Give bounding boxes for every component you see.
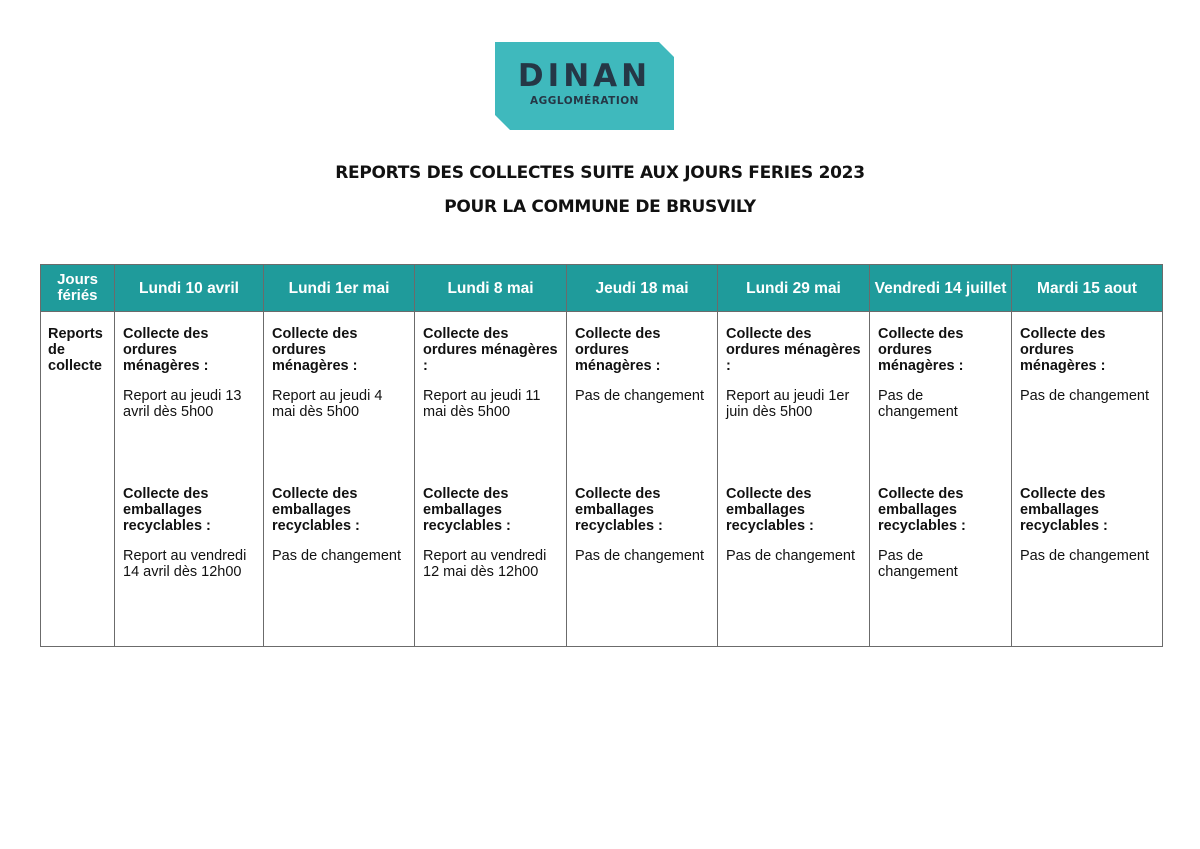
ordures-value: Report au jeudi 11 mai dès 5h00 <box>423 388 541 420</box>
holiday-header: Lundi 1er mai <box>264 265 415 312</box>
emballages-block <box>878 486 1003 646</box>
emballages-label: Collecte des emballages recyclables : <box>878 486 966 534</box>
holiday-header: Vendredi 14 juillet <box>870 265 1012 312</box>
table-row <box>41 312 1163 647</box>
ordures-block <box>272 326 406 486</box>
ordures-block <box>423 326 558 486</box>
ordures-block <box>878 326 1003 486</box>
ordures-block <box>726 326 861 486</box>
holiday-header: Jeudi 18 mai <box>567 265 718 312</box>
table-cell <box>567 312 718 647</box>
emballages-label: Collecte des emballages recyclables : <box>575 486 663 534</box>
holiday-header: Lundi 8 mai <box>415 265 567 312</box>
ordures-block <box>123 326 255 486</box>
ordures-label: Collecte des ordures ménagères : <box>878 326 964 374</box>
emballages-block <box>272 486 406 646</box>
emballages-value: Pas de changement <box>575 548 704 564</box>
table-cell <box>718 312 870 647</box>
dinan-agglomeration-logo <box>495 42 674 130</box>
table-cell <box>115 312 264 647</box>
ordures-block <box>575 326 709 486</box>
emballages-block <box>726 486 861 646</box>
emballages-value: Pas de changement <box>272 548 401 564</box>
emballages-value: Pas de changement <box>726 548 855 564</box>
logo-text-main: DINAN <box>517 58 652 94</box>
emballages-label: Collecte des emballages recyclables : <box>423 486 511 534</box>
document-title: REPORTS DES COLLECTES SUITE AUX JOURS FERIES 2023 <box>335 163 865 183</box>
holiday-header: Lundi 10 avril <box>115 265 264 312</box>
ordures-label: Collecte des ordures ménagères : <box>575 326 661 374</box>
ordures-label: Collecte des ordures ménagères : <box>272 326 358 374</box>
ordures-value: Pas de changement <box>575 388 704 404</box>
table-cell <box>870 312 1012 647</box>
ordures-label: Collecte des ordures ménagères : <box>1020 326 1106 374</box>
table-cell <box>264 312 415 647</box>
ordures-value: Report au jeudi 13 avril dès 5h00 <box>123 388 242 420</box>
emballages-block <box>123 486 255 646</box>
collection-schedule-table <box>40 264 1163 647</box>
emballages-block <box>423 486 558 646</box>
table-header-row <box>41 265 1163 312</box>
emballages-block <box>575 486 709 646</box>
holiday-header: Lundi 29 mai <box>718 265 870 312</box>
emballages-label: Collecte des emballages recyclables : <box>1020 486 1108 534</box>
table-cell <box>415 312 567 647</box>
emballages-value: Report au vendredi 14 avril dès 12h00 <box>123 548 247 580</box>
emballages-value: Pas de changement <box>878 548 958 580</box>
ordures-label: Collecte des ordures ménagères : <box>423 326 558 374</box>
ordures-value: Pas de changement <box>1020 388 1149 404</box>
ordures-value: Pas de changement <box>878 388 958 420</box>
document-subtitle: POUR LA COMMUNE DE BRUSVILY <box>444 197 756 217</box>
ordures-label: Collecte des ordures ménagères : <box>123 326 209 374</box>
emballages-block <box>1020 486 1154 646</box>
table-cell <box>1012 312 1163 647</box>
emballages-label: Collecte des emballages recyclables : <box>272 486 360 534</box>
row-label: Reports de collecte <box>41 312 115 647</box>
ordures-value: Report au jeudi 1er juin dès 5h00 <box>726 388 850 420</box>
ordures-block <box>1020 326 1154 486</box>
ordures-label: Collecte des ordures ménagères : <box>726 326 861 374</box>
emballages-value: Pas de changement <box>1020 548 1149 564</box>
ordures-value: Report au jeudi 4 mai dès 5h00 <box>272 388 383 420</box>
holiday-header: Mardi 15 aout <box>1012 265 1163 312</box>
logo-text-sub: AGGLOMÉRATION <box>530 95 639 107</box>
emballages-label: Collecte des emballages recyclables : <box>123 486 211 534</box>
emballages-label: Collecte des emballages recyclables : <box>726 486 814 534</box>
emballages-value: Report au vendredi 12 mai dès 12h00 <box>423 548 547 580</box>
corner-header: Jours fériés <box>41 265 115 312</box>
